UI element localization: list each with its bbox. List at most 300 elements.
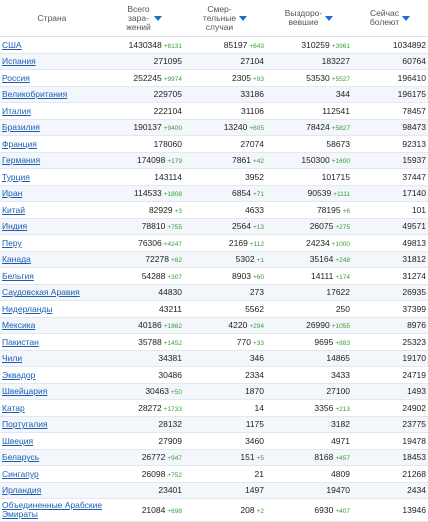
cell-recovered (266, 334, 352, 351)
cell-deaths (184, 400, 266, 417)
cell-recovered-value: 4809 (331, 468, 350, 479)
table-row (0, 284, 428, 301)
cell-deaths-value: 31106 (240, 105, 264, 116)
cell-recovered (266, 37, 352, 54)
cell-active-value: 2434 (407, 485, 426, 496)
country-link[interactable]: Пакистан (0, 334, 104, 351)
cell-active-value: 13946 (402, 505, 426, 515)
sort-down-arrow-icon[interactable] (402, 16, 410, 21)
country-link[interactable]: Катар (0, 400, 104, 417)
cell-deaths (184, 383, 266, 400)
table-row (0, 37, 428, 54)
cell-deaths-value: 2564 (232, 221, 251, 232)
country-link[interactable] (0, 499, 104, 522)
country-link[interactable]: Бельгия (0, 268, 104, 285)
cell-deaths-increment: +112 (249, 240, 264, 248)
header-recovered-label: вевшие (288, 17, 319, 27)
cell-cases (104, 235, 184, 252)
cell-deaths (184, 202, 266, 219)
header-country-label: Страна (37, 12, 67, 23)
table-header-row (0, 0, 428, 37)
cell-active (352, 449, 428, 466)
cell-recovered (266, 499, 352, 522)
cell-cases-value: 26772 (141, 452, 166, 463)
cell-cases-increment: +82 (170, 257, 182, 265)
cell-recovered-increment: +248 (335, 257, 350, 265)
cell-active (352, 482, 428, 499)
cell-cases (104, 70, 184, 87)
table-row (0, 202, 428, 219)
cell-cases-value: 174098 (136, 155, 166, 166)
cell-cases (104, 251, 184, 268)
cell-cases-increment: +755 (167, 224, 182, 232)
cell-cases (104, 284, 184, 301)
header-deaths-label: случаи (205, 21, 234, 32)
cell-cases (104, 301, 184, 318)
cell-cases (104, 466, 184, 483)
cell-cases (104, 400, 184, 417)
cell-deaths (184, 136, 266, 153)
cell-cases-increment: +50 (170, 389, 182, 397)
cell-recovered-value: 27100 (326, 386, 350, 397)
cell-recovered-value: 53530 (306, 72, 330, 83)
cell-deaths-increment: +5 (256, 455, 264, 463)
cell-recovered-value: 101715 (321, 171, 350, 182)
cell-active-value: 19478 (402, 435, 426, 446)
cell-recovered-value: 58673 (326, 138, 350, 149)
cell-cases-value: 114533 (134, 188, 162, 199)
cell-recovered-increment: +1000 (331, 240, 350, 248)
cell-cases-value: 40186 (138, 320, 162, 331)
country-link[interactable]: Беларусь (0, 449, 104, 466)
cell-cases (104, 367, 184, 384)
country-link[interactable]: Португалия (0, 416, 104, 433)
cell-recovered-value: 19470 (326, 485, 350, 496)
cell-recovered-increment: +1600 (331, 158, 350, 166)
table-row (0, 119, 428, 136)
cell-active (352, 235, 428, 252)
cell-recovered (266, 268, 352, 285)
cell-deaths (184, 284, 266, 301)
cell-recovered (266, 251, 352, 268)
cell-deaths-increment: +71 (252, 191, 264, 199)
cell-recovered-increment: +5827 (331, 125, 350, 133)
table-row (0, 383, 428, 400)
country-link[interactable]: Италия (0, 103, 104, 120)
cell-cases (104, 119, 184, 136)
cell-recovered (266, 103, 352, 120)
country-link[interactable]: Нидерланды (0, 301, 104, 318)
cell-deaths-value: 3952 (245, 171, 264, 182)
cell-recovered (266, 70, 352, 87)
cell-cases-value: 23401 (158, 485, 182, 496)
cell-recovered (266, 169, 352, 186)
cell-deaths (184, 499, 266, 522)
cell-cases-increment: +752 (167, 471, 182, 479)
cell-deaths-value: 4220 (228, 320, 248, 331)
cell-active (352, 119, 428, 136)
cell-deaths-value: 208 (240, 505, 255, 515)
cell-active-value: 26935 (402, 287, 426, 298)
cell-active (352, 37, 428, 54)
cell-active (352, 136, 428, 153)
cell-cases-increment: +4247 (163, 240, 182, 248)
cell-deaths (184, 119, 266, 136)
table-row (0, 53, 428, 70)
cell-recovered (266, 301, 352, 318)
cell-deaths-increment: +33 (252, 339, 264, 347)
cell-recovered (266, 235, 352, 252)
cell-cases-value: 1430348 (128, 39, 162, 50)
cell-cases (104, 350, 184, 367)
cell-deaths (184, 86, 266, 103)
cell-deaths-value: 4633 (245, 204, 264, 215)
table-row (0, 317, 428, 334)
country-link[interactable]: Китай (0, 202, 104, 219)
cell-recovered-increment: +457 (335, 455, 350, 463)
cell-recovered-increment: +213 (335, 405, 350, 413)
cell-active (352, 433, 428, 450)
cell-active (352, 350, 428, 367)
cell-deaths-increment: +93 (252, 75, 264, 83)
cell-recovered (266, 136, 352, 153)
cell-deaths-value: 2169 (228, 237, 248, 248)
cell-recovered-value: 250 (335, 303, 350, 314)
cell-deaths (184, 169, 266, 186)
table-row (0, 449, 428, 466)
cell-deaths-value: 1870 (245, 386, 264, 397)
cell-cases-increment: +9974 (163, 75, 182, 83)
cell-deaths-value: 14 (254, 402, 264, 413)
table-row (0, 334, 428, 351)
cell-cases (104, 37, 184, 54)
cell-cases-value: 252245 (133, 72, 162, 83)
cell-recovered-value: 14865 (326, 353, 350, 364)
cell-deaths (184, 301, 266, 318)
cell-recovered (266, 350, 352, 367)
cell-deaths-value: 7861 (232, 155, 251, 166)
cell-deaths-value: 346 (249, 353, 264, 364)
cell-active-value: 19170 (402, 353, 426, 364)
header-country[interactable] (0, 0, 104, 37)
cell-active-value: 31274 (402, 270, 426, 281)
cell-active-value: 24902 (402, 402, 426, 413)
header-cases-label: Всего (127, 3, 150, 14)
cell-deaths-value: 5302 (235, 254, 255, 265)
country-name-line: Эмираты (2, 509, 38, 519)
cell-recovered-value: 344 (335, 89, 350, 100)
cell-recovered-value: 8168 (314, 452, 334, 463)
cell-cases (104, 383, 184, 400)
cell-cases-value: 54288 (141, 270, 166, 281)
table-row (0, 416, 428, 433)
table-row (0, 350, 428, 367)
header-active[interactable] (352, 0, 428, 37)
country-link[interactable]: Иран (0, 185, 104, 202)
header-deaths-label: Смер- (207, 3, 232, 14)
cell-active-value: 60764 (402, 56, 426, 67)
country-link[interactable]: Швейцария (0, 383, 104, 400)
country-link[interactable]: Россия (0, 70, 104, 87)
cell-active-value: 21268 (402, 468, 426, 479)
table-row (0, 268, 428, 285)
cell-recovered (266, 218, 352, 235)
table-row (0, 169, 428, 186)
country-link[interactable]: Испания (0, 53, 104, 70)
country-link[interactable]: Турция (0, 169, 104, 186)
cell-recovered-value: 78195 (316, 204, 341, 215)
cell-cases (104, 499, 184, 522)
cell-deaths (184, 334, 266, 351)
country-name-line: Объединенные Арабские (2, 500, 103, 510)
cell-active-value: 37399 (402, 303, 426, 314)
cell-active-value: 1034892 (392, 39, 426, 50)
cell-cases (104, 433, 184, 450)
country-link[interactable]: США (0, 37, 104, 54)
cell-recovered-increment: +3961 (331, 42, 350, 50)
table-row (0, 466, 428, 483)
cell-active (352, 334, 428, 351)
cell-cases-value: 229705 (153, 89, 182, 100)
cell-recovered-value: 183227 (321, 56, 350, 67)
cell-cases-value: 222104 (153, 105, 182, 116)
cell-deaths-value: 151 (240, 452, 255, 463)
cell-active-value: 25323 (402, 336, 426, 347)
cell-cases (104, 152, 184, 169)
cell-recovered (266, 185, 352, 202)
cell-recovered-value: 310259 (301, 39, 330, 50)
sort-down-arrow-icon[interactable] (154, 16, 162, 21)
sort-down-arrow-icon[interactable] (239, 16, 247, 21)
cell-active-value: 23775 (402, 419, 426, 430)
cell-active (352, 86, 428, 103)
cell-active (352, 466, 428, 483)
cell-recovered-increment: +5527 (331, 75, 350, 83)
cell-cases-increment: +6131 (163, 42, 182, 50)
cell-recovered (266, 400, 352, 417)
cell-recovered-value: 3356 (314, 402, 334, 413)
country-link[interactable]: Канада (0, 251, 104, 268)
cell-active (352, 152, 428, 169)
cell-deaths-value: 27074 (240, 138, 264, 149)
cell-active (352, 383, 428, 400)
cell-cases (104, 169, 184, 186)
cell-cases (104, 86, 184, 103)
table-row (0, 185, 428, 202)
cell-cases-value: 271095 (153, 56, 182, 67)
cell-cases-value: 72278 (145, 254, 169, 265)
cell-active-value: 15937 (402, 155, 426, 166)
sort-down-arrow-icon[interactable] (325, 16, 333, 21)
cell-active-value: 37447 (402, 171, 426, 182)
cell-recovered (266, 53, 352, 70)
header-recovered[interactable] (266, 0, 352, 37)
cell-deaths (184, 251, 266, 268)
cell-deaths-value: 33186 (240, 89, 264, 100)
country-link[interactable]: Сингапур (0, 466, 104, 483)
header-cases[interactable] (104, 0, 184, 37)
cell-active-value: 1493 (407, 386, 426, 397)
country-link[interactable]: Великобритания (0, 86, 104, 103)
cell-deaths-value: 2305 (232, 72, 251, 83)
header-deaths-label: тельные (202, 12, 237, 23)
country-link[interactable]: Бразилия (0, 119, 104, 136)
cell-recovered (266, 119, 352, 136)
cell-cases-increment: +3 (174, 207, 182, 215)
cell-active-value: 31812 (402, 254, 426, 265)
cell-recovered-value: 150300 (301, 155, 330, 166)
cell-recovered-increment: +275 (335, 224, 350, 232)
cell-deaths-increment: +294 (249, 323, 264, 331)
cell-cases (104, 334, 184, 351)
table-row (0, 367, 428, 384)
cell-recovered (266, 416, 352, 433)
cell-deaths (184, 482, 266, 499)
cell-recovered-increment: +174 (335, 273, 350, 281)
cell-deaths (184, 103, 266, 120)
country-link[interactable]: Индия (0, 218, 104, 235)
cell-active (352, 70, 428, 87)
cell-deaths-value: 21 (254, 468, 264, 479)
header-recovered-label: Выздоро- (284, 8, 323, 18)
country-link[interactable]: Саудовская Аравия (0, 284, 104, 301)
cell-active (352, 317, 428, 334)
cell-deaths-increment: +1 (256, 257, 264, 265)
cell-cases (104, 416, 184, 433)
cell-cases (104, 185, 184, 202)
cell-cases-value: 190137 (133, 122, 162, 133)
table-row (0, 400, 428, 417)
cell-deaths-increment: +2 (256, 508, 264, 515)
cell-cases-increment: +9400 (163, 125, 182, 133)
cell-cases-value: 78810 (141, 221, 166, 232)
cell-cases-value: 21084 (141, 505, 166, 515)
cell-cases (104, 317, 184, 334)
cell-recovered (266, 482, 352, 499)
cell-active-value: 17140 (402, 188, 426, 199)
cell-deaths-value: 85197 (223, 39, 248, 50)
table-row (0, 136, 428, 153)
cell-active-value: 78457 (402, 105, 426, 116)
cell-active (352, 202, 428, 219)
cell-cases (104, 136, 184, 153)
cell-active-value: 49813 (402, 237, 426, 248)
cell-deaths (184, 268, 266, 285)
cell-active (352, 367, 428, 384)
cell-deaths (184, 185, 266, 202)
country-link[interactable]: Германия (0, 152, 104, 169)
cell-active-value: 98473 (402, 122, 426, 133)
cell-cases-increment: +307 (167, 273, 182, 281)
cell-recovered-value: 6930 (314, 505, 334, 515)
cell-deaths-value: 1175 (245, 419, 264, 430)
cell-cases-increment: +698 (167, 508, 182, 515)
cell-deaths (184, 317, 266, 334)
cell-active (352, 499, 428, 522)
cell-recovered-value: 24234 (306, 237, 330, 248)
cell-cases-increment: +1808 (163, 191, 182, 199)
cell-cases-value: 35788 (138, 336, 162, 347)
country-link[interactable]: Ирландия (0, 482, 104, 499)
cell-active-value: 196175 (397, 89, 426, 100)
cell-recovered (266, 449, 352, 466)
cell-cases-value: 43211 (158, 303, 182, 314)
cell-cases (104, 53, 184, 70)
cell-recovered-value: 14111 (310, 270, 334, 281)
cell-deaths-value: 27104 (240, 56, 264, 67)
cell-active-value: 49571 (402, 221, 426, 232)
country-link[interactable]: Эквадор (0, 367, 104, 384)
country-link[interactable]: Франция (0, 136, 104, 153)
cell-deaths-increment: +605 (249, 125, 264, 133)
cell-cases-value: 27909 (158, 435, 182, 446)
cell-deaths-value: 3460 (245, 435, 264, 446)
cell-deaths (184, 53, 266, 70)
cell-active (352, 218, 428, 235)
cell-cases-value: 178060 (153, 138, 182, 149)
table-row (0, 482, 428, 499)
cell-deaths-value: 770 (236, 336, 251, 347)
cell-active (352, 284, 428, 301)
cell-cases-increment: +179 (167, 158, 182, 166)
country-link[interactable]: Мексика (0, 317, 104, 334)
cell-cases (104, 268, 184, 285)
country-link[interactable]: Перу (0, 235, 104, 252)
cell-recovered-value: 17622 (326, 287, 350, 298)
cell-deaths-value: 273 (249, 287, 264, 298)
cell-recovered-value: 112541 (322, 105, 350, 116)
cell-deaths-increment: +13 (252, 224, 264, 232)
table-row (0, 70, 428, 87)
cell-deaths-value: 1497 (245, 485, 264, 496)
cell-active (352, 185, 428, 202)
cell-recovered-value: 3433 (331, 369, 350, 380)
cell-cases (104, 103, 184, 120)
cell-cases (104, 482, 184, 499)
header-active-label: Сейчас (369, 8, 400, 18)
cell-deaths-value: 6854 (232, 188, 251, 199)
cell-deaths (184, 152, 266, 169)
cell-recovered-value: 78424 (306, 122, 330, 133)
cell-deaths (184, 70, 266, 87)
cell-active-value: 101 (411, 204, 426, 215)
cell-deaths (184, 416, 266, 433)
cell-cases-value: 26098 (141, 468, 166, 479)
cell-recovered-value: 26990 (306, 320, 330, 331)
table-row (0, 251, 428, 268)
header-deaths[interactable] (184, 0, 266, 37)
cell-active-value: 18453 (402, 452, 426, 463)
header-active-label: болеют (369, 17, 400, 27)
cell-recovered (266, 433, 352, 450)
cell-cases-value: 34381 (158, 353, 182, 364)
country-link[interactable]: Швеция (0, 433, 104, 450)
cell-recovered-increment: +1055 (331, 323, 350, 331)
header-cases-label: зара- (128, 12, 149, 23)
cell-cases (104, 202, 184, 219)
cell-recovered (266, 86, 352, 103)
cell-cases-value: 82929 (148, 204, 173, 215)
cell-cases-increment: +1733 (163, 405, 182, 413)
country-link[interactable]: Чили (0, 350, 104, 367)
cell-recovered-increment: +6 (342, 207, 350, 215)
cell-active (352, 268, 428, 285)
cell-cases-value: 28272 (138, 402, 162, 413)
cell-recovered-value: 35164 (309, 254, 334, 265)
cell-cases-value: 44830 (158, 287, 182, 298)
cell-recovered-value: 90539 (307, 188, 332, 199)
cell-active-value: 92313 (402, 138, 426, 149)
